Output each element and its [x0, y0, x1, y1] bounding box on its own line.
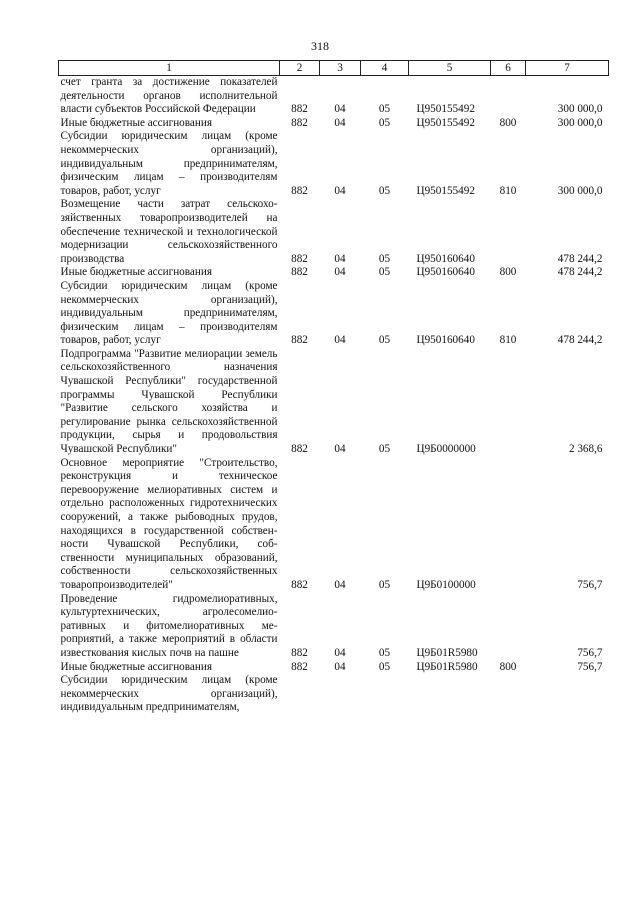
row-section-code: 04	[334, 646, 346, 659]
budget-table	[58, 60, 609, 715]
header-col-5: 5	[409, 61, 491, 76]
row-amount: 478 244,2	[557, 266, 603, 279]
row-target-article: Ц950160640	[416, 252, 475, 265]
row-subsection-code: 05	[378, 266, 391, 279]
row-amount: 756,7	[577, 660, 603, 673]
row-target-article: Ц950155492	[416, 184, 475, 197]
row-ministry-code: 882	[291, 334, 308, 347]
row-section-code: 04	[334, 252, 346, 265]
row-amount	[526, 674, 609, 715]
row-section-code: 04	[334, 578, 346, 591]
row-ministry-code: 882	[291, 116, 308, 129]
row-name: Основное мероприятие "Строительство, реконструкция и техническое перевооружение мелиоративных систем и отдельно расположенных гидротехнических сооружений, а также рыбоводных прудов, находящихся в государственной собственности Чувашской Республики, собственности муниципальных образований, собственности сельскохозяйственных товаропроизводителей"	[60, 456, 278, 591]
header-col-3: 3	[320, 61, 361, 76]
row-ministry-code: 882	[291, 646, 308, 659]
row-subsection-code	[361, 674, 409, 715]
row-ministry-code: 882	[291, 103, 308, 116]
row-name: Проведение гидромелиоративных, культуртехнических, агролесомелиоративных и фитомелиоративных мероприятий, а также мероприятий в области известкования кислых почв на пашне	[60, 592, 278, 659]
row-name: Субсидии юридическим лицам (кроме некоммерческих организаций), индивидуальным предпринимателям,	[60, 674, 278, 714]
row-target-article: Ц9Б01R5980	[416, 646, 478, 659]
row-name: Иные бюджетные ассигнования	[60, 266, 212, 279]
table-row	[59, 674, 609, 715]
row-target-article: Ц950160640	[416, 334, 475, 347]
row-target-article: Ц950160640	[416, 266, 475, 279]
row-subsection-code: 05	[378, 252, 391, 265]
header-col-7: 7	[526, 61, 609, 76]
header-col-1: 1	[59, 61, 280, 76]
row-expense-type	[491, 457, 526, 593]
row-subsection-code: 05	[378, 334, 391, 347]
table-row	[59, 117, 609, 131]
row-ministry-code: 882	[291, 252, 308, 265]
row-section-code	[320, 674, 361, 715]
header-col-2: 2	[280, 61, 320, 76]
row-section-code: 04	[334, 443, 346, 456]
row-ministry-code: 882	[291, 578, 308, 591]
row-amount: 478 244,2	[557, 252, 603, 265]
row-section-code: 04	[334, 184, 346, 197]
row-expense-type: 800	[499, 660, 517, 673]
table-row	[59, 130, 609, 198]
table-row	[59, 593, 609, 661]
row-name: Иные бюджетные ассигнования	[60, 660, 212, 673]
table-row	[59, 280, 609, 348]
row-subsection-code: 05	[378, 184, 391, 197]
row-subsection-code: 05	[378, 646, 391, 659]
table-row	[59, 76, 609, 117]
row-ministry-code: 882	[291, 184, 308, 197]
table-row	[59, 457, 609, 593]
row-subsection-code: 05	[378, 116, 391, 129]
row-amount: 2 368,6	[568, 443, 603, 456]
row-amount: 478 244,2	[557, 334, 603, 347]
table-row	[59, 198, 609, 266]
row-target-article: Ц9Б0100000	[416, 578, 476, 591]
row-amount: 756,7	[577, 578, 603, 591]
row-name: Субсидии юридическим лицам (кроме некоммерческих организаций), индивидуальным предпринимателям, физическим лицам – производителям товаров, работ, услуг	[60, 130, 278, 197]
row-amount: 300 000,0	[557, 116, 603, 129]
row-expense-type: 800	[499, 116, 517, 129]
row-ministry-code: 882	[291, 266, 308, 279]
table-row	[59, 661, 609, 675]
row-subsection-code: 05	[378, 660, 391, 673]
row-target-article: Ц9Б01R5980	[416, 660, 478, 673]
row-ministry-code	[280, 674, 320, 715]
header-col-6: 6	[491, 61, 526, 76]
row-target-article: Ц950155492	[416, 103, 475, 116]
row-section-code: 04	[334, 116, 346, 129]
table-row	[59, 266, 609, 280]
row-amount: 300 000,0	[557, 103, 603, 116]
row-expense-type	[491, 76, 526, 117]
row-subsection-code: 05	[378, 578, 391, 591]
table-row	[59, 348, 609, 457]
row-expense-type: 810	[499, 334, 517, 347]
row-expense-type	[491, 198, 526, 266]
row-ministry-code: 882	[291, 660, 308, 673]
row-section-code: 04	[334, 334, 346, 347]
row-ministry-code: 882	[291, 443, 308, 456]
row-target-article	[409, 674, 491, 715]
page-number: 318	[311, 39, 329, 53]
row-name: Возмещение части затрат сельскохозяйственных товаропроизводителей на обеспечение технической и технологической модернизации сельскохозяйственного производства	[60, 198, 278, 265]
row-expense-type	[491, 348, 526, 457]
row-section-code: 04	[334, 103, 346, 116]
row-target-article: Ц950155492	[416, 116, 475, 129]
row-subsection-code: 05	[378, 443, 391, 456]
row-expense-type	[491, 593, 526, 661]
header-col-4: 4	[361, 61, 409, 76]
row-name: Иные бюджетные ассигнования	[60, 116, 212, 129]
row-section-code: 04	[334, 266, 346, 279]
row-amount: 756,7	[577, 646, 603, 659]
row-name: счет гранта за достижение показателей деятельности органов исполнительной власти субъектов Российской Федерации	[60, 76, 278, 116]
row-subsection-code: 05	[378, 103, 391, 116]
row-name: Субсидии юридическим лицам (кроме некоммерческих организаций), индивидуальным предпринимателям, физическим лицам – производителям товаров, работ, услуг	[60, 279, 278, 347]
row-expense-type: 810	[499, 184, 517, 197]
header-row	[59, 61, 609, 76]
row-expense-type: 800	[499, 266, 517, 279]
row-amount: 300 000,0	[557, 184, 603, 197]
row-target-article: Ц9Б0000000	[416, 443, 476, 456]
row-expense-type	[491, 674, 526, 715]
row-name: Подпрограмма "Развитие мелиорации земель сельскохозяйственного назначения Чувашской Республики" государственной программы Чувашской Республики "Развитие сельского хозяйства и регулирование рынка сельскохозяйственной продукции, сырья и продовольствия Чувашской Республики"	[60, 347, 278, 456]
row-section-code: 04	[334, 660, 346, 673]
